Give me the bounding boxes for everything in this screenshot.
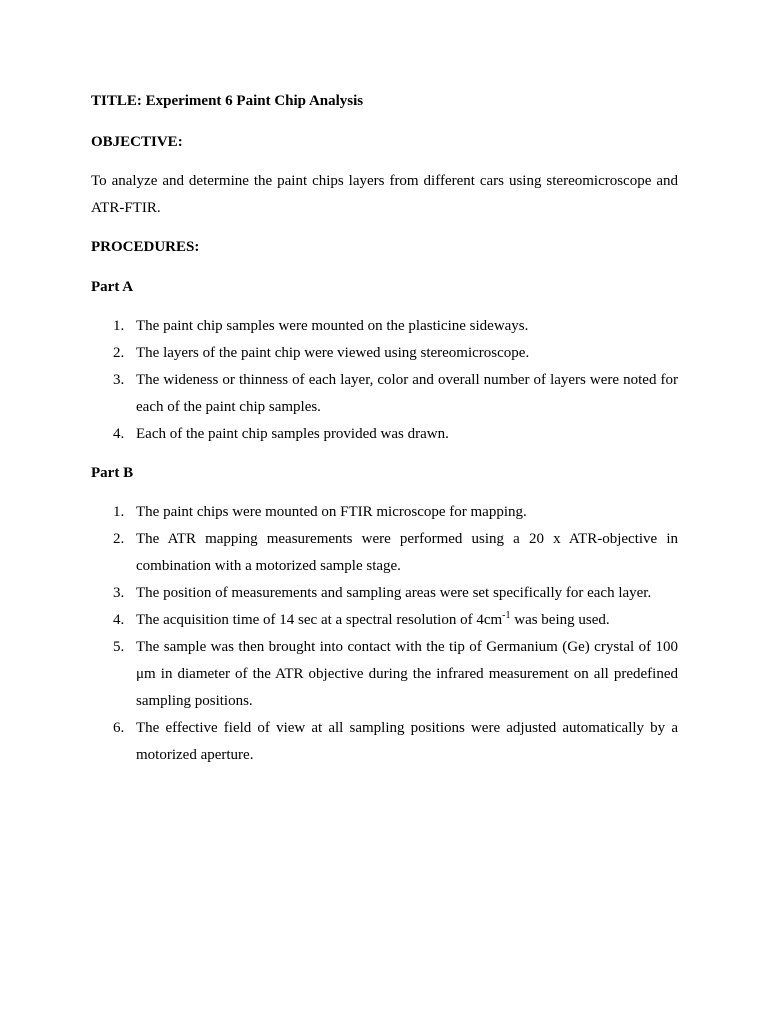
list-item: [91, 421, 678, 448]
step-number: 2.: [113, 531, 125, 547]
step-text-after: was being used.: [510, 612, 610, 628]
step-text: The position of measurements and sampling areas were set specifically for each layer.: [136, 585, 652, 601]
step-number: 4.: [113, 612, 125, 628]
objective-heading: OBJECTIVE:: [91, 134, 183, 150]
step-number: 5.: [113, 639, 125, 655]
step-text: The paint chip samples were mounted on the plasticine sideways.: [136, 318, 529, 334]
objective-text: To analyze and determine the paint chips layers from different cars using stereomicroscope and ATR-FTIR.: [91, 173, 678, 216]
list-item: [91, 526, 678, 580]
step-number: 6.: [113, 720, 125, 736]
list-item: [91, 367, 678, 421]
step-text: Each of the paint chip samples provided was drawn.: [136, 426, 449, 442]
list-item: [91, 580, 678, 607]
list-item: [91, 634, 678, 715]
part-b-steps: [91, 499, 678, 769]
step-number: 3.: [113, 372, 125, 388]
list-item: [91, 313, 678, 340]
document-title: TITLE: Experiment 6 Paint Chip Analysis: [91, 93, 364, 109]
superscript-exponent: -1: [502, 610, 511, 621]
list-item: [91, 499, 678, 526]
step-number: 4.: [113, 426, 125, 442]
list-item: [91, 715, 678, 769]
part-b-heading: Part B: [91, 465, 134, 481]
part-a-heading: Part A: [91, 279, 134, 295]
part-a-steps: [91, 313, 678, 448]
step-text: The layers of the paint chip were viewed using stereomicroscope.: [136, 345, 530, 361]
step-number: 1.: [113, 318, 125, 334]
step-number: 1.: [113, 504, 125, 520]
step-number: 3.: [113, 585, 125, 601]
list-item: [91, 607, 678, 634]
step-number: 2.: [113, 345, 125, 361]
step-text: The wideness or thinness of each layer, color and overall number of layers were noted for each of the paint chip samples.: [136, 372, 678, 415]
step-text: The paint chips were mounted on FTIR microscope for mapping.: [136, 504, 527, 520]
list-item: [91, 340, 678, 367]
step-text: The effective field of view at all sampling positions were adjusted automatically by a motorized aperture.: [136, 720, 678, 763]
procedures-heading: PROCEDURES:: [91, 239, 200, 255]
step-text-before: The acquisition time of 14 sec at a spectral resolution of 4cm: [136, 612, 503, 628]
step-text: The sample was then brought into contact with the tip of Germanium (Ge) crystal of 100 μm in diameter of the ATR objective during the infrared measurement on all predefined sampling positions.: [136, 639, 678, 709]
step-text: The ATR mapping measurements were performed using a 20 x ATR-objective in combination with a motorized sample stage.: [136, 531, 678, 574]
